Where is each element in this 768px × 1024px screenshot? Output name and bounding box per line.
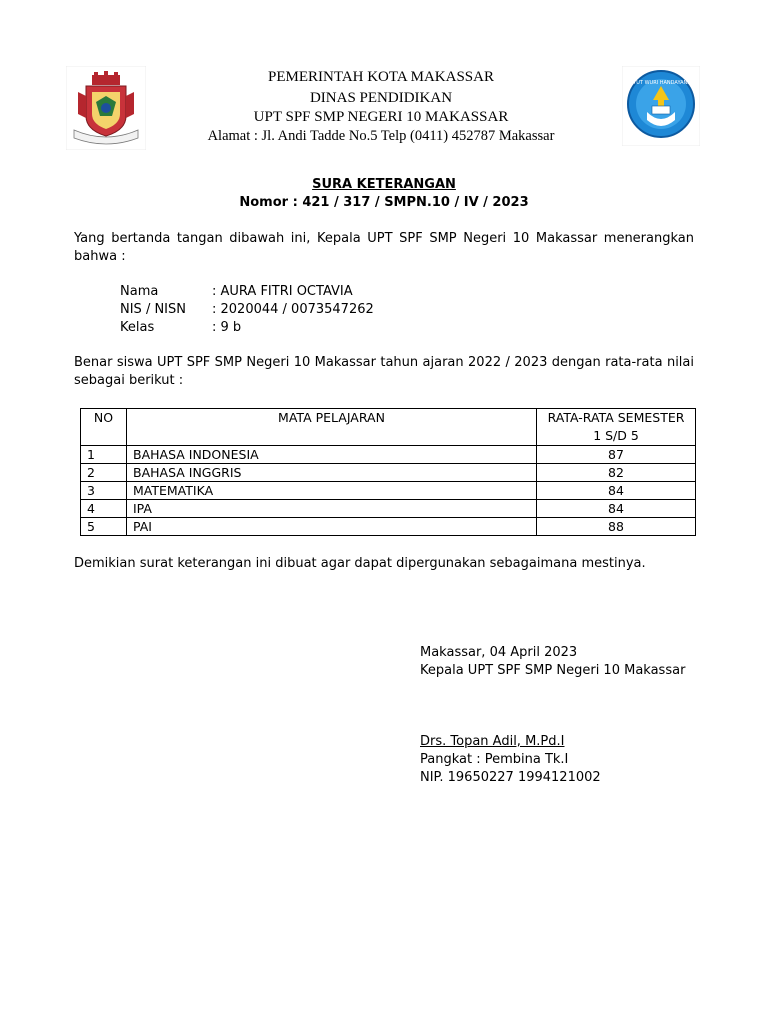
name-label: Nama (120, 284, 159, 299)
row-average: 87 (537, 446, 696, 464)
signature-header (420, 644, 685, 680)
row-average: 84 (537, 500, 696, 518)
emblem-motto: TUT WURI HANDAYANI (633, 80, 689, 86)
row-subject: MATEMATIKA (127, 482, 537, 500)
name-row (120, 283, 374, 301)
row-subject: IPA (127, 500, 537, 518)
header-no: NO (81, 409, 127, 446)
table-row (81, 464, 696, 482)
closing-paragraph: Demikian surat keterangan ini dibuat agar dapat dipergunakan sebagaimana mestinya. (74, 556, 646, 571)
grades-table (80, 408, 696, 536)
place-date: Makassar, 04 April 2023 (420, 645, 578, 660)
agency-name: DINAS PENDIDIKAN (309, 90, 453, 106)
letter-title: SURA KETERANGAN (312, 177, 456, 192)
row-average: 88 (537, 518, 696, 536)
row-no: 1 (81, 446, 127, 464)
intro-paragraph: Yang bertanda tangan dibawah ini, Kepala UPT SPF SMP Negeri 10 Makassar menerangkan bahwa : (74, 231, 694, 264)
table-row (81, 500, 696, 518)
row-average: 84 (537, 482, 696, 500)
nis-label: NIS / NISN (120, 302, 186, 317)
table-header-row (81, 409, 696, 446)
government-name: PEMERINTAH KOTA MAKASSAR (268, 69, 494, 85)
letter-number: Nomor : 421 / 317 / SMPN.10 / IV / 2023 (239, 195, 529, 210)
signer-nip: NIP. 19650227 1994121002 (420, 770, 601, 785)
row-subject: PAI (127, 518, 537, 536)
row-average: 82 (537, 464, 696, 482)
table-row (81, 446, 696, 464)
class-label: Kelas (120, 320, 155, 335)
header-subject: MATA PELAJARAN (127, 409, 537, 446)
table-row (81, 482, 696, 500)
signature-block (420, 733, 601, 787)
signer-rank: Pangkat : Pembina Tk.I (420, 752, 569, 767)
nis-row (120, 301, 374, 319)
row-no: 3 (81, 482, 127, 500)
name-value: : AURA FITRI OCTAVIA (212, 284, 353, 299)
nis-value: : 2020044 / 0073547262 (212, 302, 374, 317)
school-address: Alamat : Jl. Andi Tadde No.5 Telp (0411) 452787 Makassar (207, 128, 555, 144)
row-no: 5 (81, 518, 127, 536)
row-no: 4 (81, 500, 127, 518)
signer-name: Drs. Topan Adil, M.Pd.I (420, 734, 565, 749)
header-average: RATA-RATA SEMESTER 1 S/D 5 (537, 409, 696, 446)
letterhead (0, 0, 768, 160)
row-no: 2 (81, 464, 127, 482)
school-name: UPT SPF SMP NEGERI 10 MAKASSAR (253, 109, 509, 125)
class-row (120, 319, 374, 337)
tut-wuri-handayani-emblem-icon (622, 66, 700, 146)
row-subject: BAHASA INGGRIS (127, 464, 537, 482)
table-row (81, 518, 696, 536)
student-identity (120, 283, 374, 337)
statement-paragraph: Benar siswa UPT SPF SMP Negeri 10 Makassar tahun ajaran 2022 / 2023 dengan rata-rata nilai sebagai berikut : (74, 355, 694, 388)
makassar-city-crest-icon (66, 66, 146, 150)
signer-position: Kepala UPT SPF SMP Negeri 10 Makassar (420, 663, 686, 678)
class-value: : 9 b (212, 320, 242, 335)
row-subject: BAHASA INDONESIA (127, 446, 537, 464)
